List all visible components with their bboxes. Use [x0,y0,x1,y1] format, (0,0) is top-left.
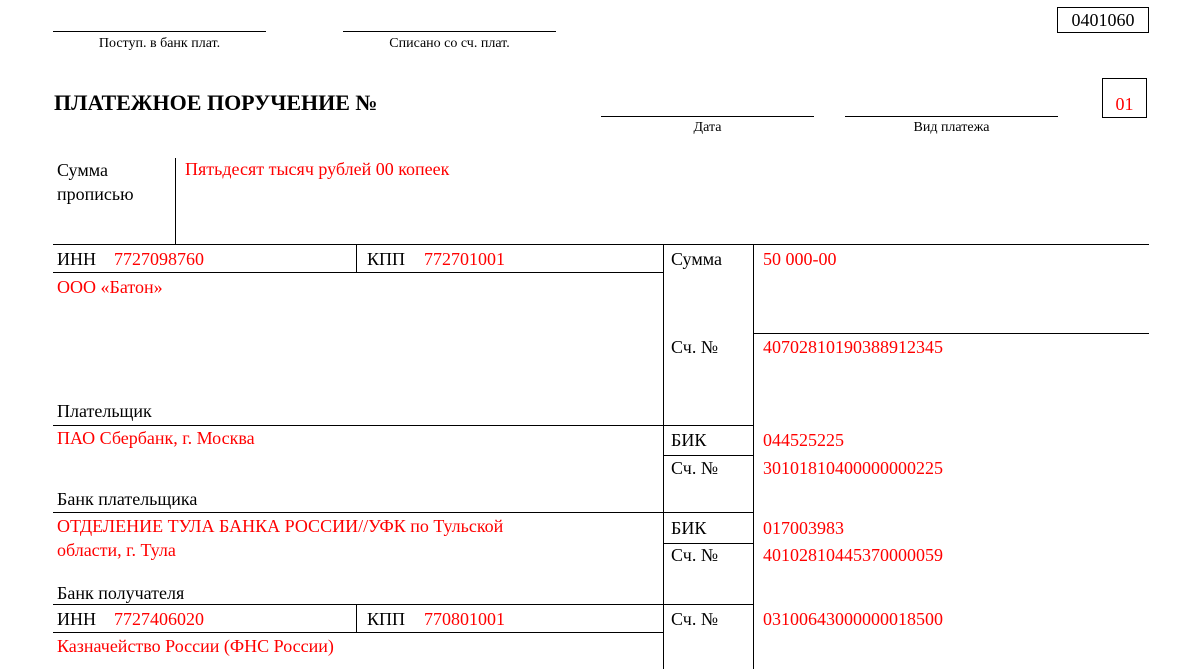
grid-line [663,543,753,544]
payee-bank-caption: Банк получателя [57,583,185,603]
payer-bank-bik: 044525225 [763,430,844,450]
received-line [53,31,266,32]
form-code: 0401060 [1071,10,1135,30]
amount-words-divider [175,158,176,244]
received-caption: Поступ. в банк плат. [98,36,221,51]
payer-sum: 50 000-00 [763,249,837,269]
grid-line [53,425,753,426]
grid-line [53,272,663,273]
payer-sum-label: Сумма [671,249,722,269]
payer-inn: 7727098760 [114,249,204,269]
grid-line [53,632,663,633]
payer-bank-account-label: Сч. № [671,458,718,478]
status-code-box [1102,78,1147,118]
payer-bank-name: ПАО Сбербанк, г. Москва [57,428,255,448]
payer-bank-bik-label: БИК [671,430,707,450]
status-code: 01 [1115,94,1134,114]
payee-account: 03100643000000018500 [763,609,943,629]
date-caption: Дата [693,120,722,135]
payer-bank-caption: Банк плательщика [57,489,198,509]
grid-line [356,244,357,272]
grid-line [663,455,753,456]
debited-caption: Списано со сч. плат. [389,36,510,51]
grid-line [753,244,754,669]
payee-kpp: 770801001 [424,609,505,629]
payer-caption: Плательщик [57,401,152,421]
payee-bank-name-1: ОТДЕЛЕНИЕ ТУЛА БАНКА РОССИИ//УФК по Тульской [57,516,504,536]
grid-line [53,244,1149,245]
amount-words-value: Пятьдесят тысяч рублей 00 копеек [185,159,450,179]
payee-bank-bik: 017003983 [763,518,844,538]
payee-kpp-label: КПП [367,609,406,629]
payer-inn-label: ИНН [57,249,96,269]
payee-inn-label: ИНН [57,609,96,629]
payee-inn: 7727406020 [114,609,204,629]
payee-bank-bik-label: БИК [671,518,707,538]
grid-line [53,512,753,513]
form-code-box [1057,7,1149,33]
payee-bank-name-2: области, г. Тула [57,540,176,560]
grid-line [753,333,1149,334]
page-title: ПЛАТЕЖНОЕ ПОРУЧЕНИЕ № [54,90,378,115]
payer-kpp-label: КПП [367,249,406,269]
payer-bank-account: 30101810400000000225 [763,458,943,478]
payment-type-line [845,116,1058,117]
payee-name: Казначейство России (ФНС России) [57,636,334,656]
payer-account: 40702810190388912345 [763,337,943,357]
payer-kpp: 772701001 [424,249,505,269]
amount-words-label-2: прописью [57,184,134,204]
payee-bank-account: 40102810445370000059 [763,545,943,565]
payment-type-caption: Вид платежа [913,120,990,135]
debited-line [343,31,556,32]
grid-line [356,604,357,632]
payee-bank-account-label: Сч. № [671,545,718,565]
date-line [601,116,814,117]
payer-account-label: Сч. № [671,337,718,357]
payee-account-label: Сч. № [671,609,718,629]
amount-words-label-1: Сумма [57,160,108,180]
grid-line [663,244,664,669]
grid-line [53,604,753,605]
payer-name: ООО «Батон» [57,277,163,297]
